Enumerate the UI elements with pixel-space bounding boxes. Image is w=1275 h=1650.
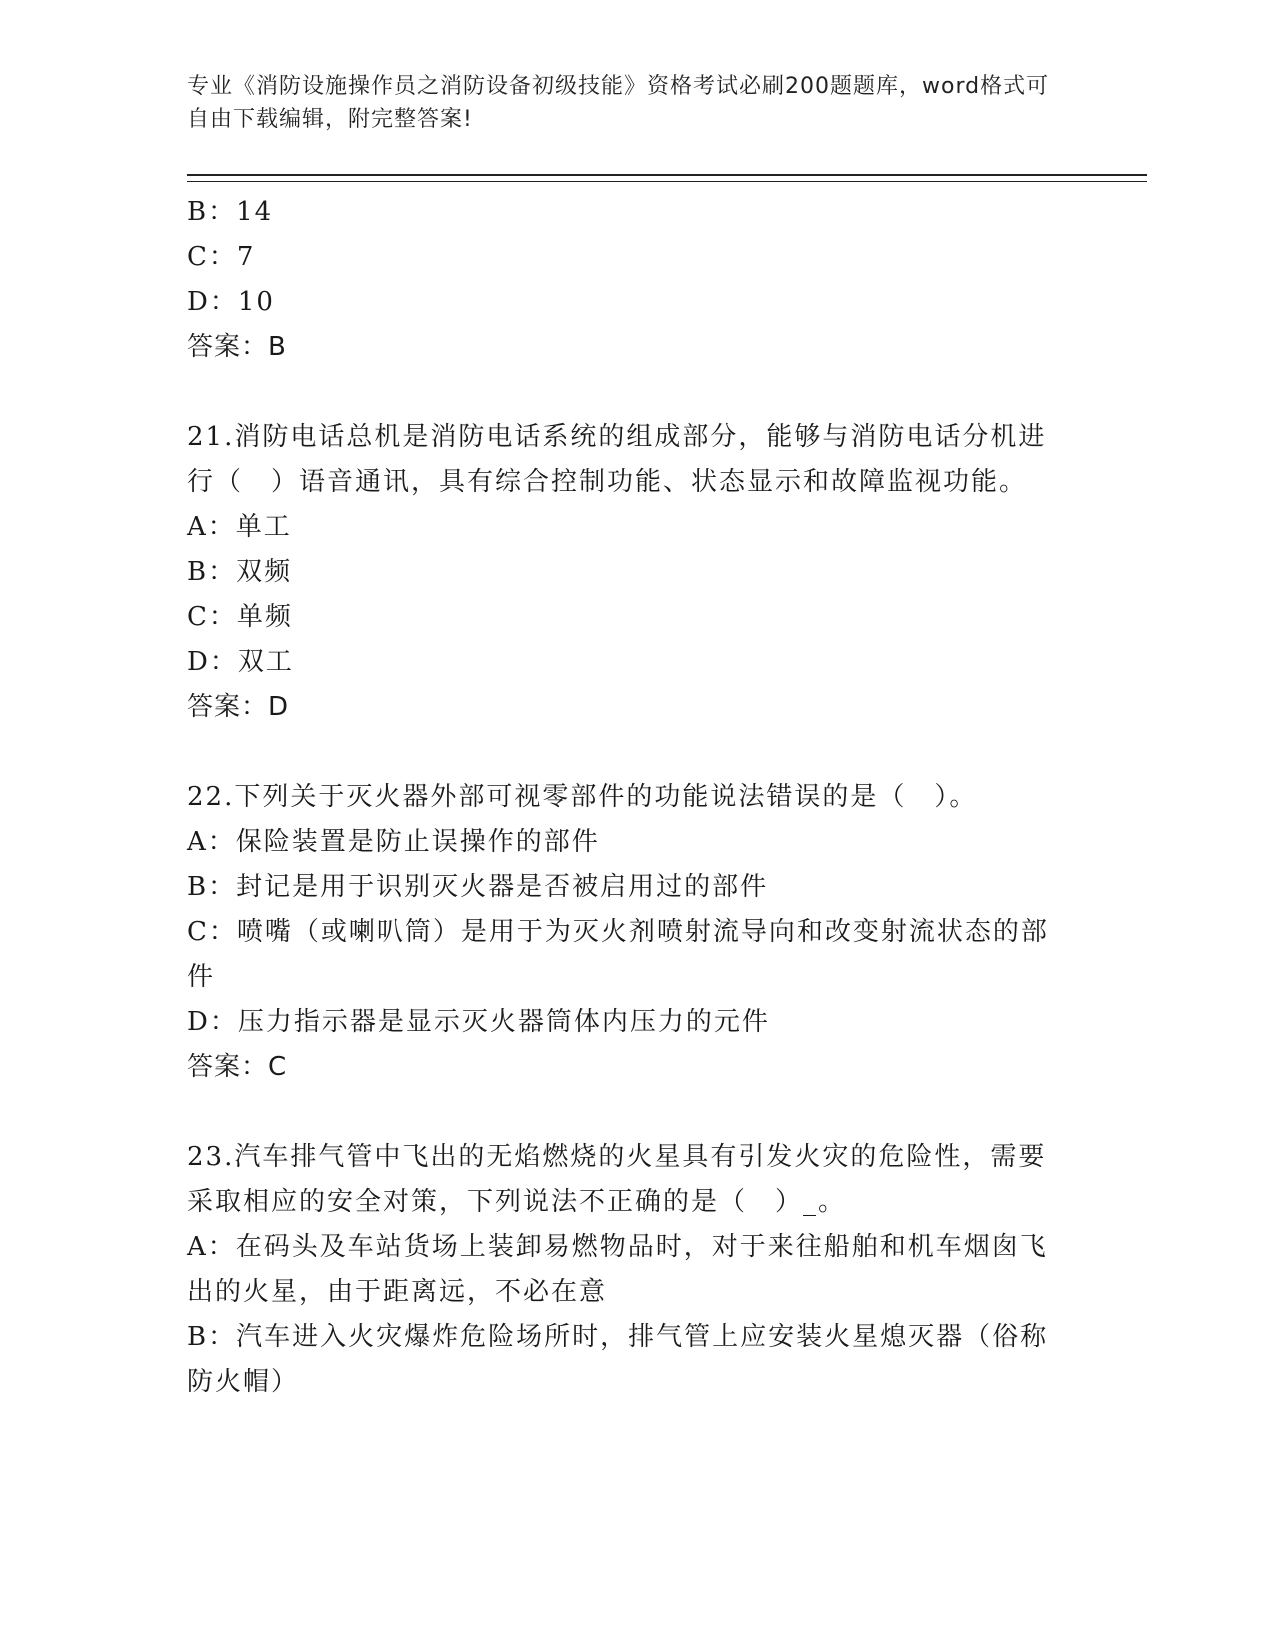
option-a: A：保险装置是防止误操作的部件 xyxy=(187,827,600,857)
option-b: B：封记是用于识别灭火器是否被启用过的部件 xyxy=(187,872,769,902)
option-b: B：14 xyxy=(187,197,274,227)
question-21 xyxy=(187,415,1147,730)
option-d: D：双工 xyxy=(187,647,294,677)
option-c: C：喷嘴（或喇叭筒）是用于为灭火剂喷射流导向和改变射流状态的部件 xyxy=(187,917,1049,992)
option-a: A：单工 xyxy=(187,512,292,542)
document-header: 专业《消防设施操作员之消防设备初级技能》资格考试必刷200题题库，word格式可自由下载编辑，附完整答案! xyxy=(187,74,1050,132)
document-body xyxy=(187,190,1147,1405)
answer: 答案：B xyxy=(187,332,287,362)
option-d: D：10 xyxy=(187,287,275,317)
question-continued xyxy=(187,190,1147,370)
question-22 xyxy=(187,775,1147,1090)
question-text: 22.下列关于灭火器外部可视零部件的功能说法错误的是（ ）。 xyxy=(187,782,978,812)
document-page xyxy=(187,70,1147,1405)
option-c: C：单频 xyxy=(187,602,293,632)
answer: 答案：C xyxy=(187,1052,288,1082)
header-divider xyxy=(187,174,1147,182)
option-a: A：在码头及车站货场上装卸易燃物品时，对于来往船舶和机车烟囱飞出的火星，由于距离远，不必在意 xyxy=(187,1232,1048,1307)
option-b: B：汽车进入火灾爆炸危险场所时，排气管上应安装火星熄灭器（俗称防火帽） xyxy=(187,1322,1049,1397)
option-c: C：7 xyxy=(187,242,256,272)
question-23 xyxy=(187,1135,1147,1405)
question-text: 23.汽车排气管中飞出的无焰燃烧的火星具有引发火灾的危险性，需要采取相应的安全对策，下列说法不正确的是（ ）_。 xyxy=(187,1142,1047,1217)
answer: 答案：D xyxy=(187,692,290,722)
question-text: 21.消防电话总机是消防电话系统的组成部分，能够与消防电话分机进行（ ）语音通讯，具有综合控制功能、状态显示和故障监视功能。 xyxy=(187,422,1047,497)
option-b: B：双频 xyxy=(187,557,293,587)
option-d: D：压力指示器是显示灭火器筒体内压力的元件 xyxy=(187,1007,770,1037)
